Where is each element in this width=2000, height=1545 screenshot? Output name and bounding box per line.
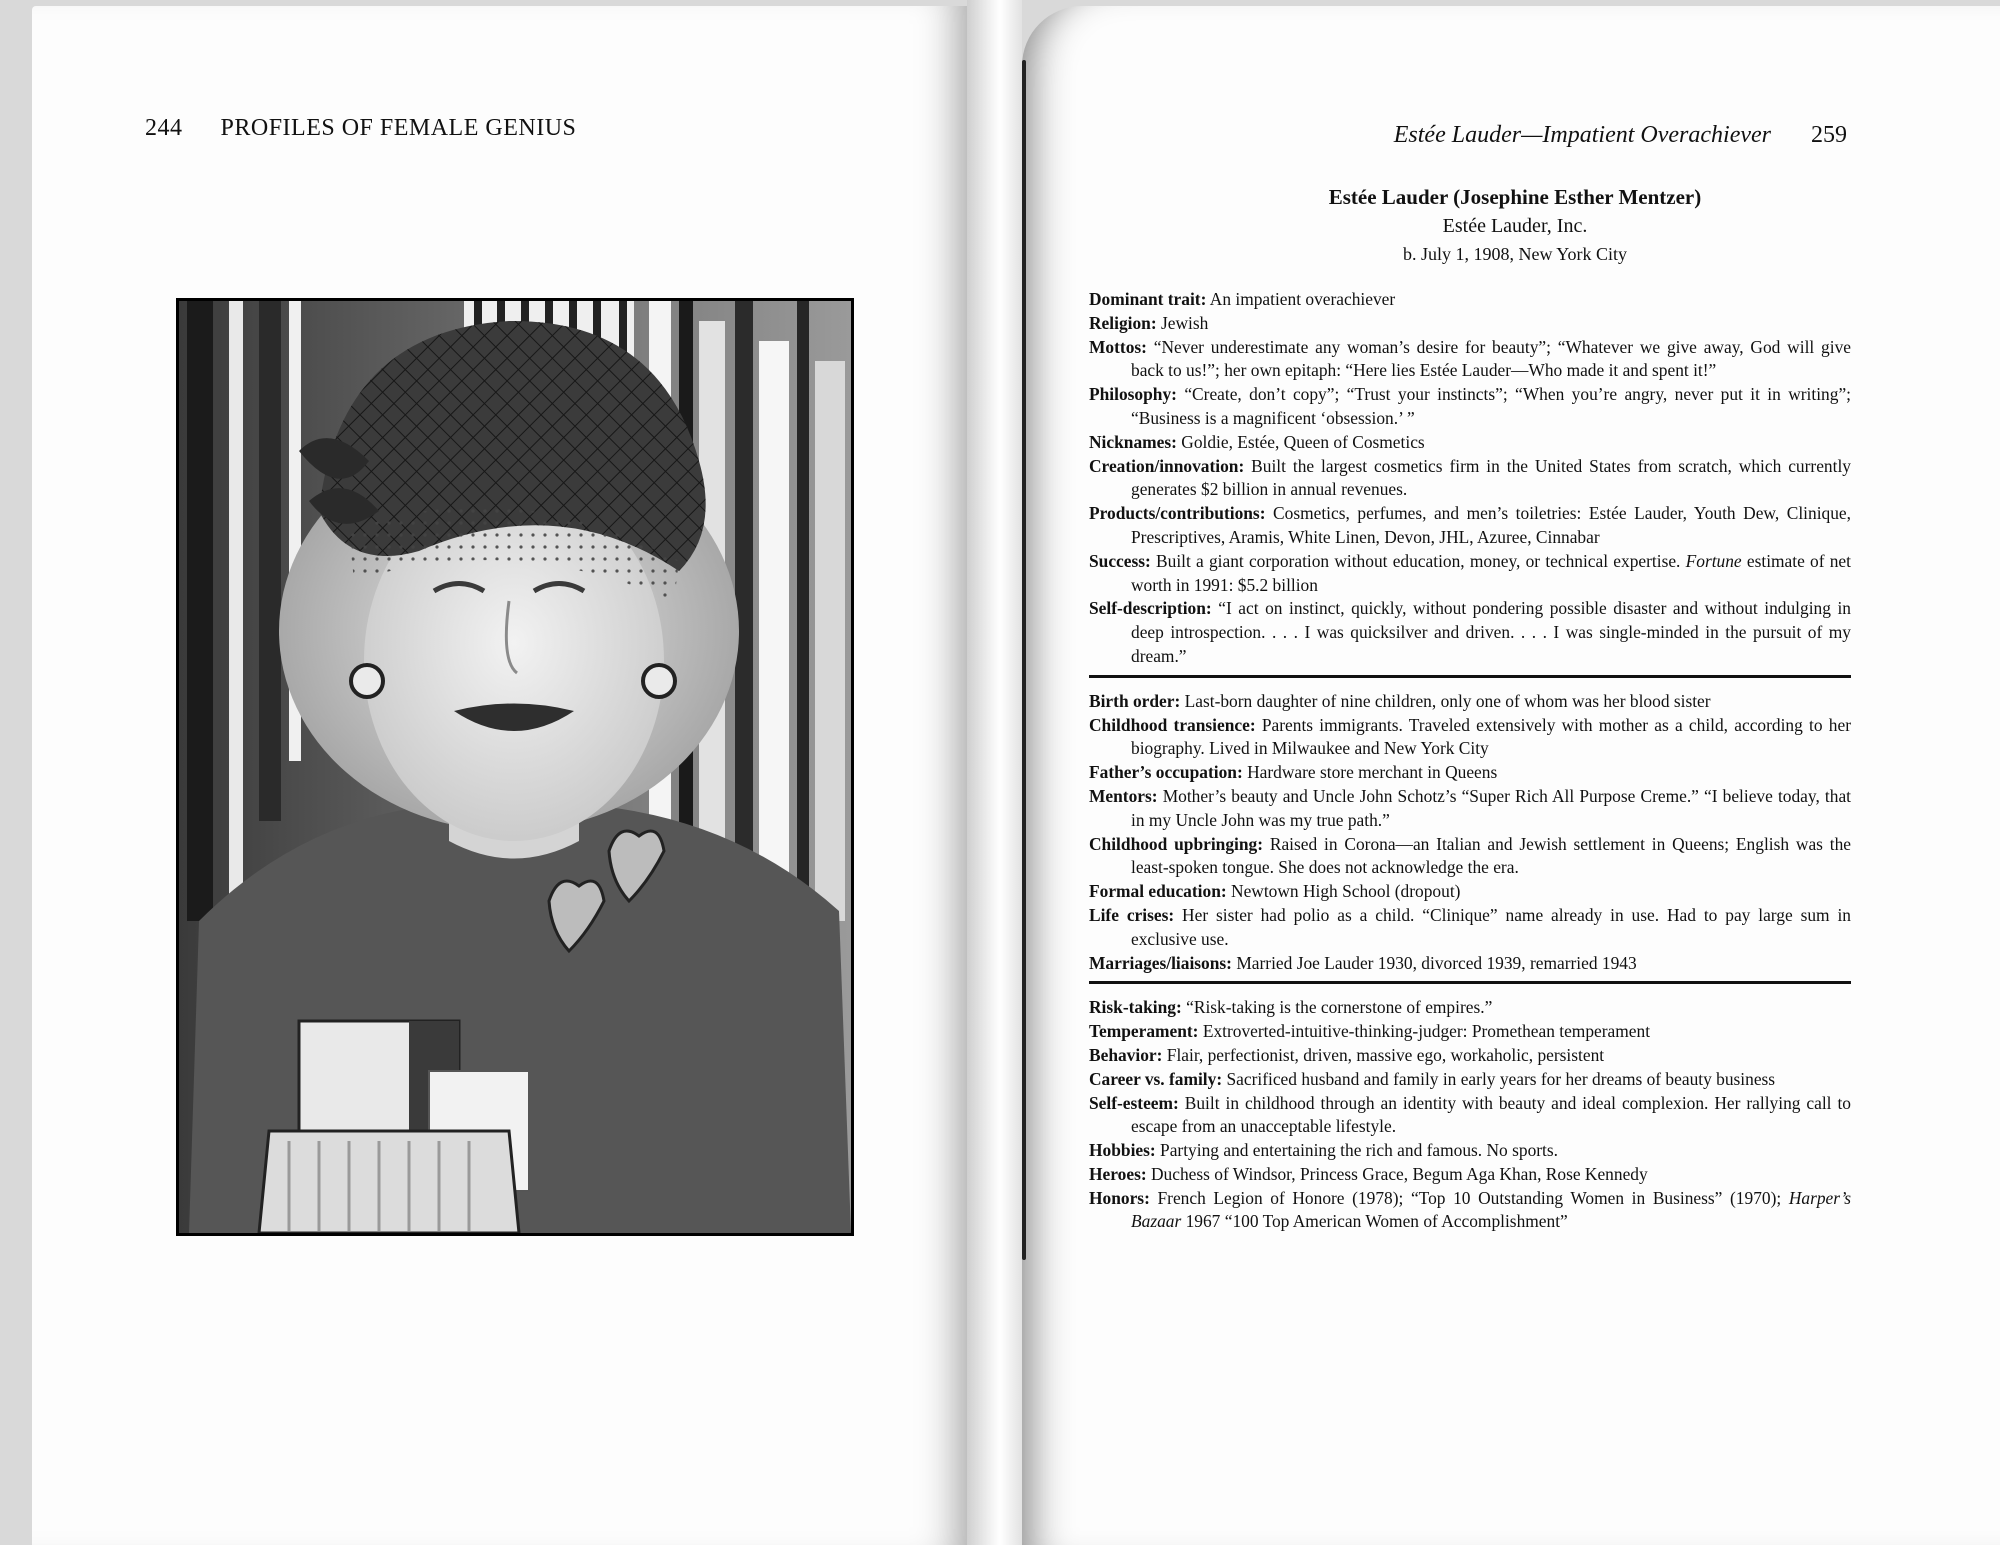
- entry-text: Built in childhood through an identity with beauty and ideal complexion. Her rallying call to escape from an unacceptable lifestyle.: [1131, 1092, 1851, 1137]
- profile-entry: [1089, 1044, 1851, 1068]
- entry-label: Philosophy:: [1089, 384, 1177, 405]
- profile-section-traits: [1089, 288, 1851, 669]
- entry-label: Temperament:: [1089, 1021, 1199, 1042]
- profile-entry: [1089, 288, 1851, 312]
- entry-text: Partying and entertaining the rich and famous. No sports.: [1155, 1140, 1558, 1161]
- portrait-photo: [176, 298, 854, 1236]
- entry-text: Built the largest cosmetics firm in the United States from scratch, which currently generates $2 billion in annual revenues.: [1131, 455, 1851, 500]
- entry-text: Extroverted-intuitive-thinking-judger: Promethean temperament: [1198, 1021, 1651, 1042]
- entry-label: Creation/innovation:: [1089, 455, 1245, 476]
- entry-text: Parents immigrants. Traveled extensively with mother as a child, according to her biography. Lived in Milwaukee and New York City: [1131, 714, 1852, 759]
- entry-label: Products/contributions:: [1089, 503, 1266, 524]
- section-divider: [1089, 675, 1851, 678]
- profile-entry: [1089, 431, 1851, 455]
- profile-entry: [1089, 1092, 1851, 1140]
- entry-label: Nicknames:: [1089, 431, 1177, 452]
- profile-entry: [1089, 996, 1851, 1020]
- profile-section-background: [1089, 690, 1851, 976]
- profile-heading: [1090, 182, 1940, 268]
- profile-entry: [1089, 312, 1851, 336]
- entry-text: Built a giant corporation without education, money, or technical expertise.: [1150, 550, 1686, 571]
- section-divider: [1089, 981, 1851, 984]
- entry-label: Childhood upbringing:: [1089, 833, 1264, 854]
- profile-entry: [1089, 761, 1851, 785]
- page-edge-shadow: [1022, 60, 1026, 1260]
- entry-text: Raised in Corona—an Italian and Jewish settlement in Queens; English was the least-spoken tongue. She does not acknowledge the era.: [1131, 833, 1851, 878]
- entry-text: Jewish: [1156, 312, 1209, 333]
- profile-entry: [1089, 714, 1851, 762]
- profile-entry: [1089, 1163, 1851, 1187]
- profile-entry: [1089, 383, 1851, 431]
- profile-birth: b. July 1, 1908, New York City: [1402, 244, 1628, 264]
- profile-section-behavior: [1089, 996, 1851, 1234]
- entry-text: Hardware store merchant in Queens: [1242, 762, 1498, 783]
- entry-label: Father’s occupation:: [1089, 762, 1243, 783]
- profile-entry: [1089, 880, 1851, 904]
- book-gutter: [967, 0, 1022, 1545]
- profile-entry: [1089, 1020, 1851, 1044]
- right-running-head: [1394, 122, 1847, 149]
- profile-entry: [1089, 1068, 1851, 1092]
- entry-label: Life crises:: [1089, 904, 1175, 925]
- entry-text: Her sister had polio as a child. “Clinique” name already in use. Had to pay large sum in exclusive use.: [1131, 904, 1851, 949]
- profile-entry: [1089, 597, 1851, 668]
- left-running-head: [145, 115, 576, 142]
- entry-text: Married Joe Lauder 1930, divorced 1939, remarried 1943: [1231, 952, 1637, 973]
- entry-tail: 1967 “100 Top American Women of Accomplishment”: [1181, 1211, 1568, 1232]
- entry-text: Goldie, Estée, Queen of Cosmetics: [1176, 431, 1425, 452]
- entry-text: “Risk-taking is the cornerstone of empires.”: [1181, 997, 1493, 1018]
- entry-label: Self-description:: [1089, 598, 1212, 619]
- profile-entry: [1089, 904, 1851, 952]
- profile-company: Estée Lauder, Inc.: [1442, 215, 1588, 237]
- entry-text: Mother’s beauty and Uncle John Schotz’s “Super Rich All Purpose Creme.” “I believe today, that in my Uncle John was my true path.”: [1131, 785, 1851, 830]
- profile-entry: [1089, 455, 1851, 503]
- entry-label: Self-esteem:: [1089, 1092, 1179, 1113]
- entry-text: Flair, perfectionist, driven, massive ego, workaholic, persistent: [1162, 1044, 1605, 1065]
- entry-label: Childhood transience:: [1089, 714, 1256, 735]
- entry-text: Duchess of Windsor, Princess Grace, Begum Aga Khan, Rose Kennedy: [1146, 1163, 1648, 1184]
- entry-label: Marriages/liaisons:: [1089, 952, 1232, 973]
- profile-entry: [1089, 785, 1851, 833]
- profile-entry: [1089, 336, 1851, 384]
- right-running-title: Estée Lauder—Impatient Overachiever: [1393, 122, 1771, 148]
- entry-label: Career vs. family:: [1089, 1068, 1223, 1089]
- entry-text: Sacrificed husband and family in early years for her dreams of beauty business: [1222, 1068, 1776, 1089]
- profile-entry: [1089, 690, 1851, 714]
- profile-entry: [1089, 952, 1851, 976]
- profile-entry: [1089, 550, 1851, 598]
- profile-entry: [1089, 1187, 1851, 1235]
- entry-label: Honors:: [1089, 1187, 1150, 1208]
- entry-text: Newtown High School (dropout): [1226, 881, 1461, 902]
- entry-text: Last-born daughter of nine children, only one of whom was her blood sister: [1180, 690, 1711, 711]
- entry-label: Formal education:: [1089, 881, 1227, 902]
- entry-italic: Fortune: [1685, 550, 1742, 571]
- entry-label: Birth order:: [1089, 690, 1181, 711]
- left-running-title: PROFILES OF FEMALE GENIUS: [220, 115, 577, 141]
- profile-entry: [1089, 833, 1851, 881]
- entry-text: “Never underestimate any woman’s desire for beauty”; “Whatever we give away, God will give back to us!”; her own epitaph: “Here lies Estée Lauder—Who made it and spent it!”: [1131, 336, 1851, 381]
- entry-label: Success:: [1089, 550, 1151, 571]
- entry-text: “Create, don’t copy”; “Trust your instincts”; “When you’re angry, never put it in writing”; “Business is a magnificent ‘obsession.’ ”: [1131, 384, 1851, 428]
- right-page-number: 259: [1811, 122, 1847, 148]
- entry-tail: estimate of net worth in 1991: $5.2 billion: [1131, 550, 1851, 595]
- profile-entry: [1089, 502, 1851, 550]
- entry-text: French Legion of Honore (1978); “Top 10 Outstanding Women in Business” (1970);: [1149, 1187, 1789, 1208]
- entry-label: Risk-taking:: [1089, 997, 1182, 1018]
- entry-label: Heroes:: [1089, 1163, 1147, 1184]
- left-page-number: 244: [145, 115, 183, 141]
- profile-body: [1089, 288, 1851, 1234]
- entry-label: Hobbies:: [1089, 1140, 1156, 1161]
- entry-label: Mottos:: [1089, 336, 1147, 357]
- entry-text: An impatient overachiever: [1206, 289, 1396, 309]
- entry-text: “I act on instinct, quickly, without pondering possible disaster and without indulging in deep introspection. . . . I was quicksilver and driven. . . . I was single-minded in the pursuit of my dream.”: [1131, 598, 1851, 666]
- entry-label: Behavior:: [1089, 1044, 1163, 1065]
- entry-text: Cosmetics, perfumes, and men’s toiletries: Estée Lauder, Youth Dew, Clinique, Prescriptives, Aramis, White Linen, Devon, JHL, Azuree, Cinnabar: [1131, 503, 1851, 547]
- profile-entry: [1089, 1139, 1851, 1163]
- entry-label: Dominant trait:: [1089, 289, 1207, 309]
- entry-label: Mentors:: [1089, 785, 1158, 806]
- entry-italic: Harper’s Bazaar: [1131, 1187, 1851, 1232]
- entry-label: Religion:: [1089, 312, 1157, 333]
- profile-name: Estée Lauder (Josephine Esther Mentzer): [1328, 185, 1702, 209]
